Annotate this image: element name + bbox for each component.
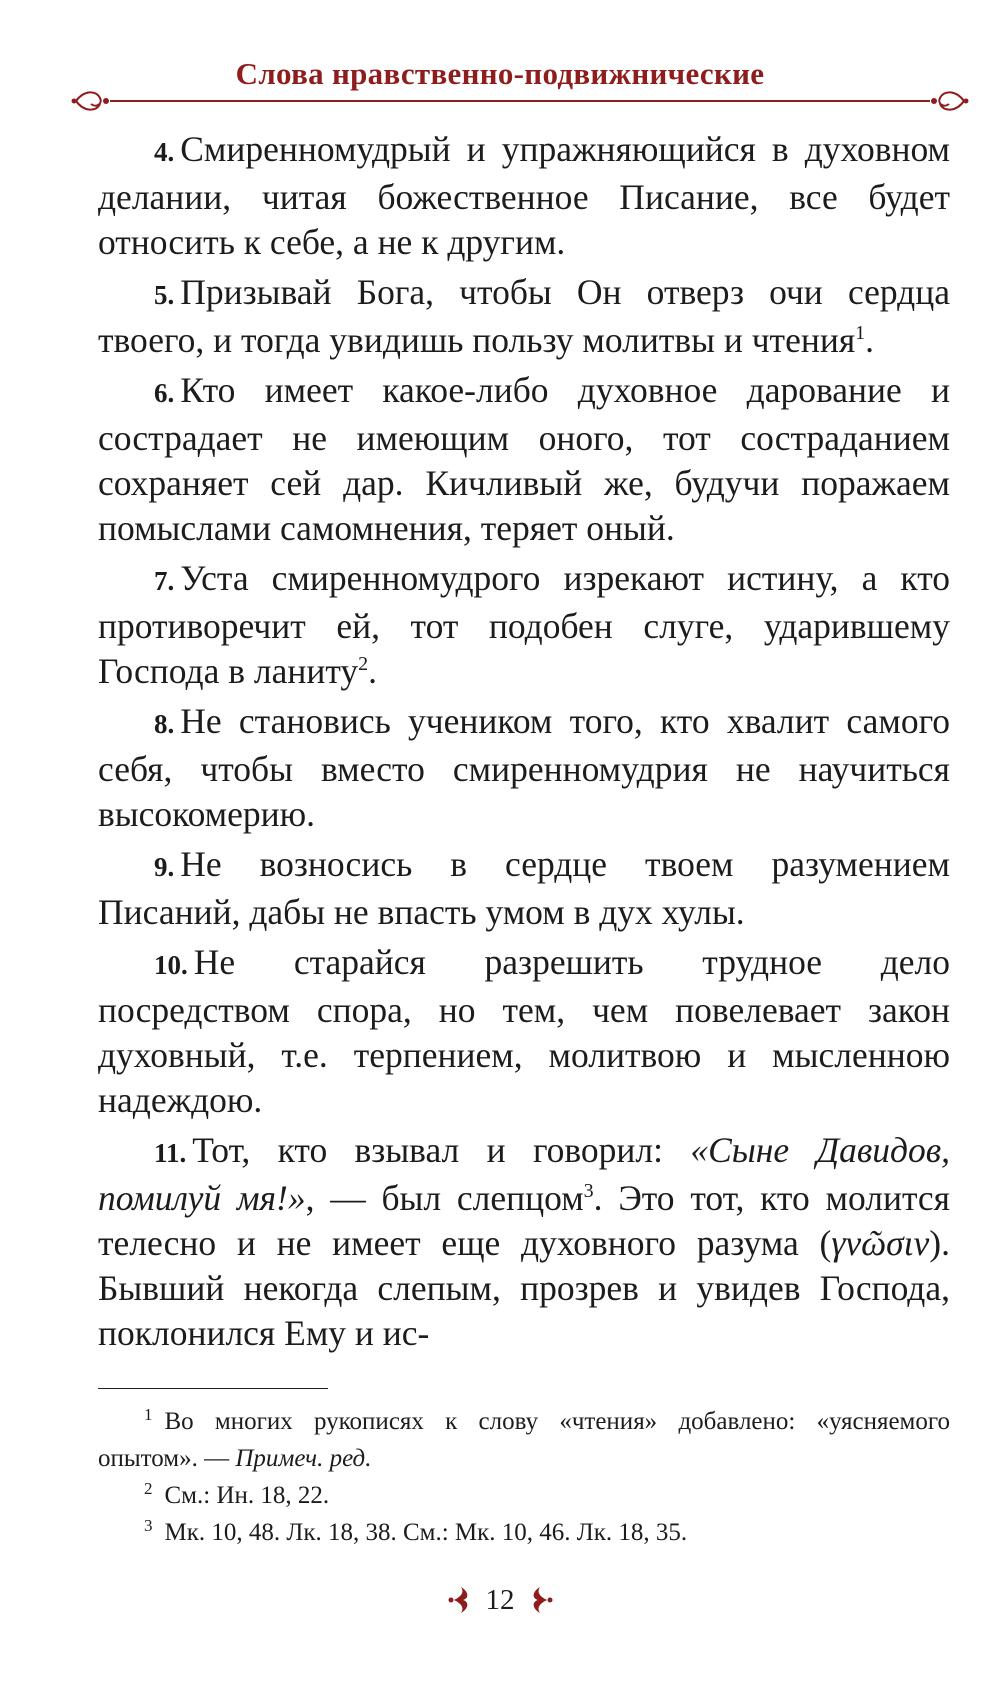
paragraph-text: Не возносись в сердце твоем разумением Писаний, дабы не впасть умом в дух хулы. [98, 844, 950, 932]
footnote [98, 1477, 950, 1514]
paragraph-number: 6. [154, 378, 175, 408]
paragraph-text: Не становись учеником того, кто хвалит самого себя, чтобы вместо смиренномудрия не научиться высокомерию. [98, 701, 950, 834]
header-ornament-rule [70, 88, 970, 128]
footnote-mark: 1 [144, 1404, 153, 1424]
paragraph [98, 699, 950, 837]
paragraph-number: 4. [154, 137, 175, 167]
footnote-reference: 3 [583, 1180, 594, 1203]
page-number: 12 [485, 1583, 515, 1616]
paragraph-text: . [865, 320, 875, 360]
footnote-separator [98, 1388, 328, 1389]
paragraph [98, 940, 950, 1123]
paragraph-text: Уста смиренномудрого изрекают истину, а кто противоречит ей, тот подобен слуге, ударившему Господа в ланиту [98, 558, 950, 691]
main-text [98, 127, 950, 1361]
paragraph-text: ). Бывший некогда слепым, прозрев и увидев Господа, поклонился Ему и ис- [98, 1223, 950, 1353]
footnote-text: Во многих рукописях к слову «чтения» добавлено: «уясняемого опытом». — [98, 1408, 950, 1472]
italic-text: Примеч. ред. [235, 1445, 372, 1472]
footnote [98, 1403, 950, 1477]
page-footer [0, 1580, 1000, 1620]
footnote-mark: 2 [144, 1478, 153, 1498]
paragraph-number: 7. [154, 566, 175, 596]
paragraph-text: Кто имеет какое-либо духовное дарование и сострадает не имеющим оного, тот состраданием сохраняет сей дар. Кичливый же, будучи поражаем помыслами самомнения, теряет оный. [98, 370, 950, 548]
paragraph-text: Призывай Бога, чтобы Он отверз очи сердца твоего, и тогда увидишь пользу молитвы и чтения [98, 272, 950, 360]
paragraph [98, 368, 950, 551]
paragraph [98, 842, 950, 935]
right-flourish-icon [931, 92, 969, 109]
paragraph-number: 8. [154, 709, 175, 739]
paragraph-text: . [368, 651, 377, 691]
footnotes [98, 1403, 950, 1551]
left-flourish-icon [72, 92, 110, 109]
paragraph-text: Не старайся разрешить трудное дело посредством спора, но тем, чем повелевает закон духовный, т.е. терпением, молитвою и мысленною надеждою. [98, 942, 950, 1120]
footnote [98, 1514, 950, 1551]
footnote-reference: 1 [855, 322, 866, 345]
footnote-text: См.: Ин. 18, 22. [164, 1482, 330, 1509]
paragraph-text: . Это тот, кто молится телесно и не имеет еще духовного разума ( [98, 1178, 950, 1263]
header-title: Слова нравственно-подвижнические [235, 56, 765, 91]
paragraph-text: Смиренномудрый и упражняющийся в духовном делании, читая божественное Писание, все будет относить к себе, а не к другим. [98, 129, 950, 262]
paragraph [98, 1128, 950, 1356]
paragraph [98, 270, 950, 363]
footnote-reference: 2 [358, 653, 369, 676]
paragraph-number: 10. [154, 950, 188, 980]
right-ornament-icon [527, 1585, 553, 1615]
paragraph-number: 9. [154, 852, 175, 882]
italic-text: «Сыне Давидов, помилуй мя!» [98, 1130, 951, 1218]
footnote-text: Мк. 10, 48. Лк. 18, 38. См.: Мк. 10, 46. Лк. 18, 35. [164, 1519, 688, 1546]
paragraph-text: Тот, кто взывал и говорил: [192, 1130, 691, 1170]
left-ornament-icon [448, 1585, 474, 1615]
italic-text: γνῶσιν [831, 1223, 930, 1263]
paragraph [98, 127, 950, 265]
paragraph-text: , — был слепцом [305, 1178, 584, 1218]
footnote-mark: 3 [144, 1515, 153, 1535]
paragraph [98, 556, 950, 694]
paragraph-number: 11. [154, 1138, 187, 1168]
paragraph-number: 5. [154, 280, 175, 310]
